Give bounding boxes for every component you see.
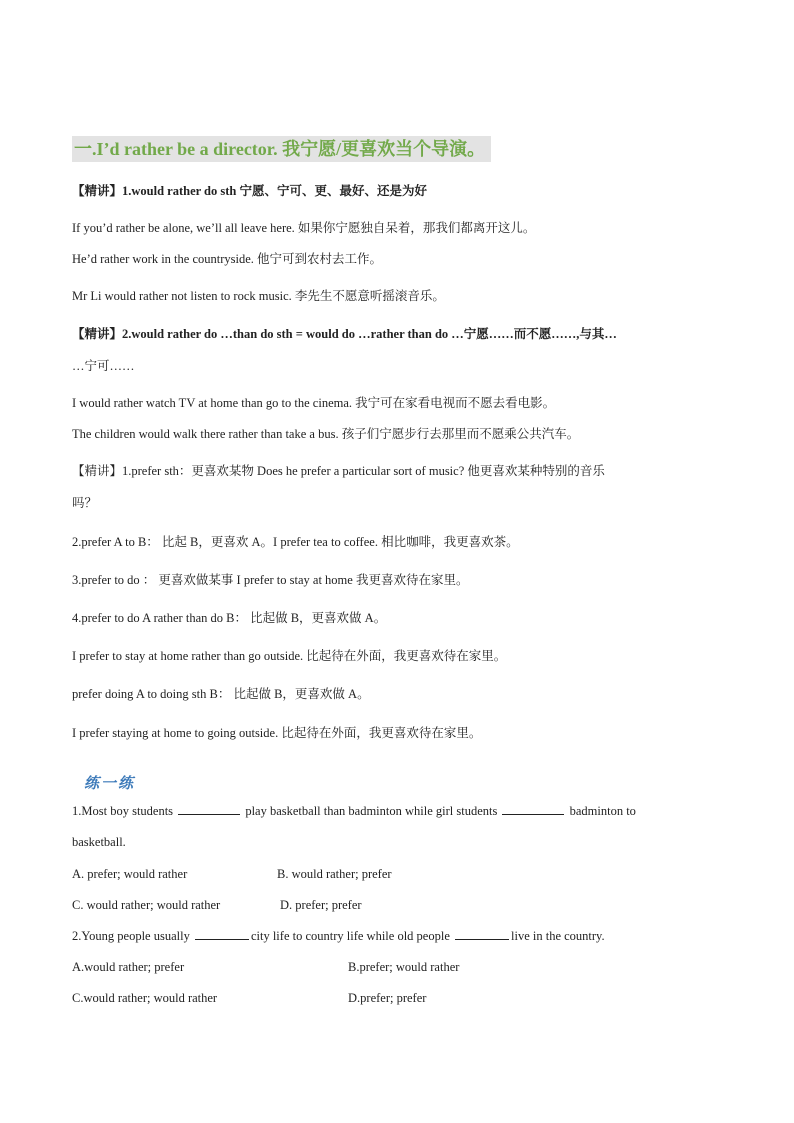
note-1-heading: 【精讲】1.would rather do sth 宁愿、宁可、更、最好、还是为好 xyxy=(72,184,427,198)
example-line: I would rather watch TV at home than go to the cinema. 我宁可在家看电视而不愿去看电影。 xyxy=(72,396,556,410)
rule-line: 2.prefer A to B： 比起 B，更喜欢 A。I prefer tea to coffee. 相比咖啡，我更喜欢茶。 xyxy=(72,535,519,549)
example-line: The children would walk there rather than take a bus. 孩子们宁愿步行去那里而不愿乘公共汽车。 xyxy=(72,427,580,441)
lesson-title: 一.I’d rather be a director. 我宁愿/更喜欢当个导演。 xyxy=(72,136,491,162)
note-2-heading xyxy=(72,326,617,342)
example-line: Mr Li would rather not listen to rock music. 李先生不愿意听摇滚音乐。 xyxy=(72,289,445,303)
rule-line: prefer doing A to doing sth B： 比起做 B，更喜欢做 A。 xyxy=(72,687,370,701)
answer-blank[interactable] xyxy=(502,803,564,815)
q2-text: city life to country life while old people xyxy=(250,929,450,943)
answer-blank[interactable] xyxy=(455,928,509,940)
note-3-heading: 【精讲】1.prefer sth：更喜欢某物 Does he prefer a particular sort of music? 他更喜欢某种特别的音乐 xyxy=(72,464,605,478)
practice-section-label: 练一练 xyxy=(84,776,136,792)
q1-continuation: basketball. xyxy=(72,835,126,849)
rule-line: 3.prefer to do ： 更喜欢做某事 I prefer to stay at home 我更喜欢待在家里。 xyxy=(72,573,469,587)
q1-option-a[interactable]: A. prefer; would rather xyxy=(72,867,188,881)
q1-text: play basketball than badminton while girl students xyxy=(245,804,498,818)
q2-option-d[interactable]: D.prefer; prefer xyxy=(348,991,427,1005)
q2-text: 2.Young people usually xyxy=(72,929,190,943)
example-line: If you’d rather be alone, we’ll all leave here. 如果你宁愿独自呆着，那我们都离开这儿。 xyxy=(72,221,536,235)
example-line: I prefer staying at home to going outside. 比起待在外面，我更喜欢待在家里。 xyxy=(72,726,482,740)
note-2-text: 【精讲】2.would rather do …than do sth = would do …rather than do …宁愿……而不愿……,与其… xyxy=(72,327,617,341)
q1-option-c[interactable]: C. would rather; would rather xyxy=(72,898,221,912)
question-1 xyxy=(72,803,636,819)
note-3-continuation: 吗？ xyxy=(72,496,98,510)
answer-blank[interactable] xyxy=(178,803,240,815)
answer-blank[interactable] xyxy=(195,928,249,940)
q2-option-a[interactable]: A.would rather; prefer xyxy=(72,960,185,974)
example-line: He’d rather work in the countryside. 他宁可到农村去工作。 xyxy=(72,252,383,266)
example-line: I prefer to stay at home rather than go outside. 比起待在外面，我更喜欢待在家里。 xyxy=(72,649,507,663)
q1-text: badminton to xyxy=(569,804,636,818)
q1-option-b[interactable]: B. would rather; prefer xyxy=(277,867,392,881)
note-2-continuation: …宁可…… xyxy=(72,359,135,373)
q2-option-c[interactable]: C.would rather; would rather xyxy=(72,991,218,1005)
question-2 xyxy=(72,928,605,944)
q1-text: 1.Most boy students xyxy=(72,804,174,818)
rule-line: 4.prefer to do A rather than do B： 比起做 B，更喜欢做 A。 xyxy=(72,611,387,625)
q2-text: live in the country. xyxy=(511,929,605,943)
q2-option-b[interactable]: B.prefer; would rather xyxy=(348,960,460,974)
q1-option-d[interactable]: D. prefer; prefer xyxy=(280,898,362,912)
